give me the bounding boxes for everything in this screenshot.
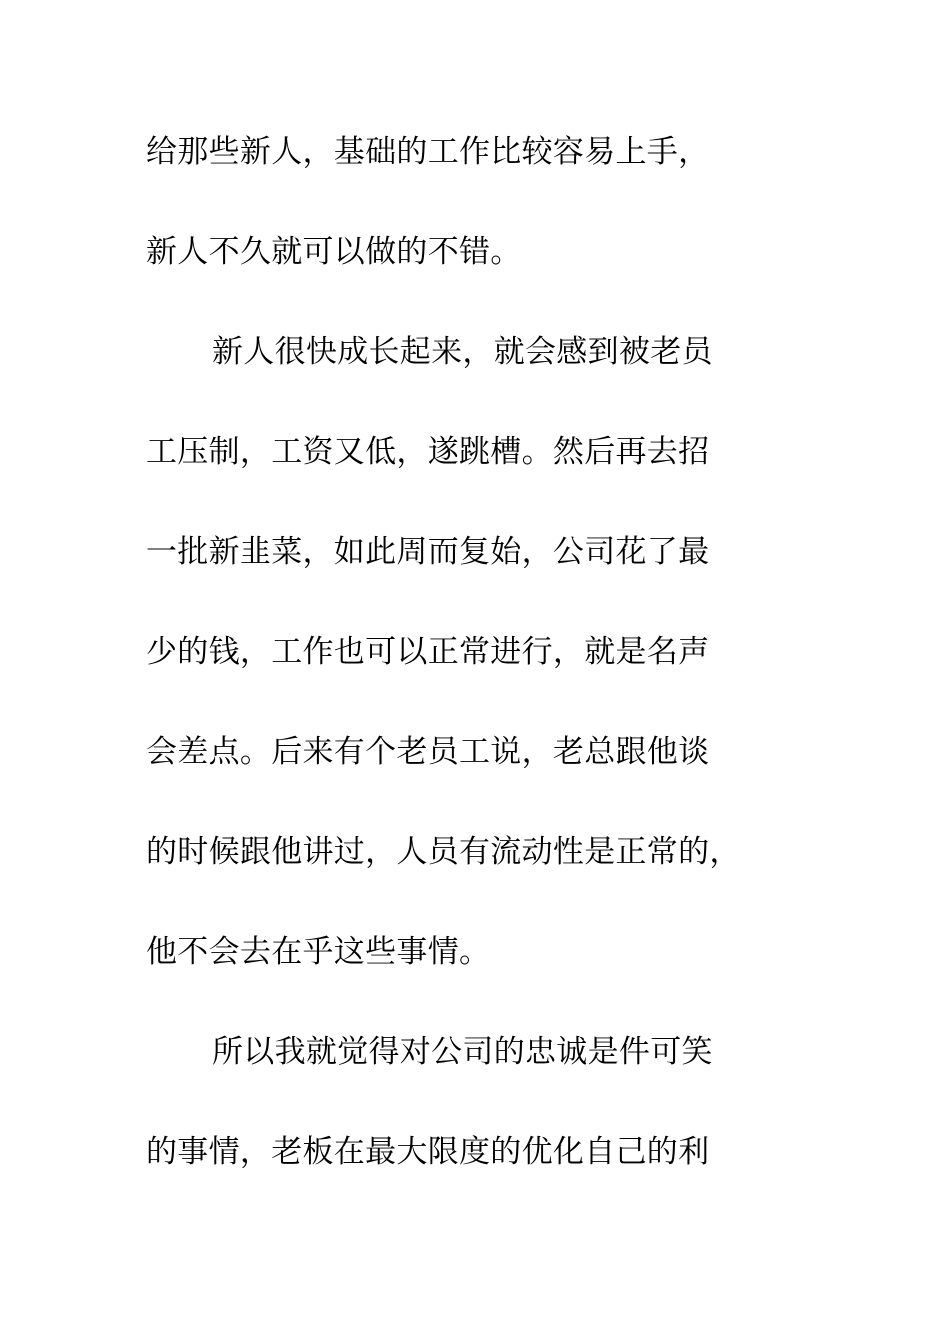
text-line: 一批新韭菜，如此周而复始，公司花了最 bbox=[146, 534, 710, 570]
text-line: 的事情，老板在最大限度的优化自己的利 bbox=[146, 1134, 710, 1170]
text-line: 少的钱，工作也可以正常进行，就是名声 bbox=[146, 634, 710, 670]
text-line: 给那些新人，基础的工作比较容易上手， bbox=[146, 134, 710, 170]
text-line: 会差点。后来有个老员工说，老总跟他谈 bbox=[146, 734, 710, 770]
paragraph-start-line: 新人很快成长起来，就会感到被老员 bbox=[212, 334, 713, 370]
text-line: 工压制，工资又低，遂跳槽。然后再去招 bbox=[146, 434, 710, 470]
text-line: 他不会去在乎这些事情。 bbox=[146, 934, 491, 970]
paragraph-start-line: 所以我就觉得对公司的忠诚是件可笑 bbox=[212, 1034, 713, 1070]
text-line: 新人不久就可以做的不错。 bbox=[146, 234, 522, 270]
text-line: 的时候跟他讲过，人员有流动性是正常的， bbox=[146, 834, 741, 870]
